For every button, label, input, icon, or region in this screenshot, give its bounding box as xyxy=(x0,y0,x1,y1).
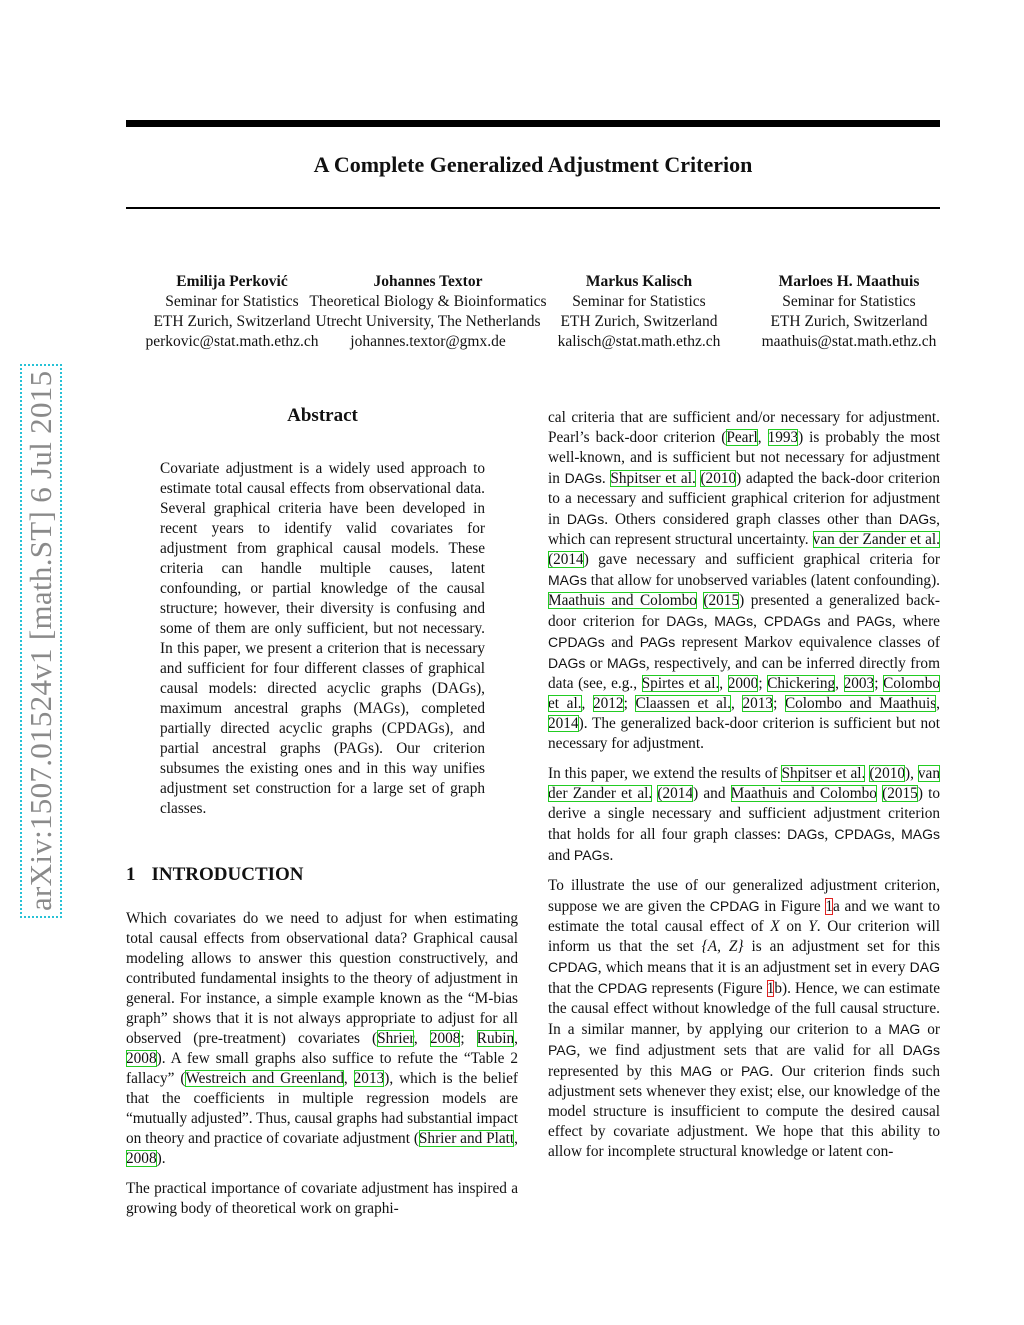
citation-link[interactable]: 2014 xyxy=(548,715,579,732)
author-email: johannes.textor@gmx.de xyxy=(350,333,506,350)
citation-link[interactable]: 2003 xyxy=(843,675,875,692)
figure-ref-link[interactable]: 1 xyxy=(825,898,834,915)
section-title: INTRODUCTION xyxy=(151,864,304,885)
paragraph: cal criteria that are sufficient and/or necessary for adjustment. Pearl’s back-door criterion (Pearl, 1993) is probably the most well-known, and is sufficient but not necessary for adjustment in DAGs. Shpitser et al. (2010) adapted the back-door criterion to a necessary and sufficient graphical criterion for adjustment in DAGs. Others considered graph classes other than DAGs, which can represent structural uncertainty. van der Zander et al. (2014) gave necessary and sufficient graphical criteria for MAGs that allow for unobserved variables (latent confounding). Maathuis and Colombo (2015) presented a generalized back-door criterion for DAGs, MAGs, CPDAGs and PAGs, where CPDAGs and PAGs represent Markov equivalence classes of DAGs or MAGs, respectively, and can be inferred directly from data (see, e.g., Spirtes et al., 2000; Chickering, 2003; Colombo et al., 2012; Claassen et al., 2013; Colombo and Maathuis, 2014). The generalized back-door criterion is sufficient but not necessary for adjustment. xyxy=(548,409,941,752)
author-email: perkovic@stat.math.ethz.ch xyxy=(145,333,319,350)
abstract-text: Covariate adjustment is a widely used approach to estimate total causal effects from observational data. Several graphical criteria have been developed in recent years to identify valid covariates for adjustment from graphical causal models. These criteria can handle multiple causes, latent confounding, or partial knowledge of the causal structure; however, their diversity is confusing and some of them are only sufficient, but not necessary. In this paper, we present a criterion that is necessary and sufficient for four different classes of graphical causal models: directed acyclic graphs (DAGs), maximum ancestral graphs (MAGs), completed partially directed acyclic graphs (CPDAGs), and partial ancestral graphs (PAGs). Our criterion subsumes the existing ones and in this way unifies adjustment set construction for a large set of graph classes. xyxy=(160,460,485,817)
citation-link[interactable]: Shpitser et al. xyxy=(610,470,696,487)
author-dept: Seminar for Statistics xyxy=(165,293,299,310)
author-email: maathuis@stat.math.ethz.ch xyxy=(761,333,937,350)
citation-link[interactable]: Maathuis and Colombo xyxy=(730,785,877,802)
citation-link[interactable]: van der Zander et al. xyxy=(548,765,940,802)
paper-title: A Complete Generalized Adjustment Criterion xyxy=(313,152,753,177)
author-name: Emilija Perković xyxy=(176,273,288,290)
citation-link[interactable]: Maathuis and Colombo xyxy=(548,592,697,609)
author-name: Johannes Textor xyxy=(373,273,483,290)
citation-link[interactable]: van der Zander et al. xyxy=(812,531,940,548)
citation-link[interactable]: Claassen et al. xyxy=(635,695,732,712)
paragraph: To illustrate the use of our generalized adjustment criterion, suppose we are given the CPDAG in Figure 1a and we want to estimate the total causal effect of X on Y. Our criterion will inform us that the set {A, Z} is an adjustment set for this CPDAG, which means that it is an adjustment set in every DAG that the CPDAG represents (Figure 1b). Hence, we can estimate the causal effect without knowledge of the full causal structure. In a similar manner, by applying our criterion to a MAG or PAG, we find adjustment sets that are valid for all DAGs represented by this MAG or PAG. Our criterion finds such adjustment sets whenever they exist; else, our knowledge of the model structure is insufficient to compute the desired causal effect by covariate adjustment. We hope that this ability to allow for incomplete structural knowledge or latent con- xyxy=(548,877,941,1160)
author-email: kalisch@stat.math.ethz.ch xyxy=(557,333,721,350)
paragraph: The practical importance of covariate adjustment has inspired a growing body of theoretical work on graphi- xyxy=(126,1180,518,1217)
abstract-body xyxy=(160,459,485,819)
author-name: Markus Kalisch xyxy=(585,273,693,290)
citation-link[interactable]: (2010 xyxy=(869,765,906,782)
citation-link[interactable]: Shpitser et al. xyxy=(781,765,866,782)
citation-link[interactable]: 2000 xyxy=(727,675,759,692)
citation-link[interactable]: Spirtes et al. xyxy=(641,675,720,692)
citation-link[interactable]: Rubin xyxy=(476,1030,515,1047)
citation-link[interactable]: Westreich and Greenland xyxy=(185,1070,344,1087)
author-block xyxy=(539,272,739,352)
citation-link[interactable]: Chickering xyxy=(767,675,836,692)
citation-link[interactable]: (2010 xyxy=(700,470,737,487)
section-heading xyxy=(126,864,320,886)
author-block xyxy=(754,272,944,352)
author-dept: Seminar for Statistics xyxy=(572,293,706,310)
section-number: 1 xyxy=(126,864,136,885)
citation-link[interactable]: Shrier xyxy=(377,1030,414,1047)
author-name: Marloes H. Maathuis xyxy=(778,273,920,290)
citation-link[interactable]: Colombo and Maathuis xyxy=(784,695,937,712)
left-column xyxy=(126,909,518,1219)
paragraph: Which covariates do we need to adjust for when estimating total causal effects from observational data? Graphical causal modeling allows to answer this question constructively, and contributed fundamental insights to the theory of adjustment in general. For instance, a simple example known as the “M-bias graph” shows that it is not always appropriate to adjust for all observed (pre-treatment) covariates (Shrier, 2008; Rubin, 2008). A few small graphs also suffice to refute the “Table 2 fallacy” (Westreich and Greenland, 2013), which is the belief that the coefficients in multiple regression models are “mutually adjusted”. Thus, causal graphs had substantial impact on theory and practice of covariate adjustment (Shrier and Platt, 2008). xyxy=(126,910,519,1167)
citation-link[interactable]: (2014 xyxy=(548,551,584,568)
author-inst: Utrecht University, The Netherlands xyxy=(315,313,541,330)
title-rule xyxy=(126,207,940,209)
citation-link[interactable]: Pearl xyxy=(726,429,758,446)
top-rule xyxy=(126,120,940,127)
paragraph: In this paper, we extend the results of Shpitser et al. (2010), van der Zander et al. (2014) and Maathuis and Colombo (2015) to derive a single necessary and sufficient adjustment criterion that holds for all four graph classes: DAGs, CPDAGs, MAGs and PAGs. xyxy=(548,765,941,864)
citation-link[interactable]: 2013 xyxy=(742,695,774,712)
author-block xyxy=(298,272,558,352)
author-inst: ETH Zurich, Switzerland xyxy=(153,313,311,330)
citation-link[interactable]: (2014 xyxy=(657,785,694,802)
author-dept: Theoretical Biology & Bioinformatics xyxy=(309,293,547,310)
author-dept: Seminar for Statistics xyxy=(782,293,916,310)
citation-link[interactable]: 2012 xyxy=(592,695,624,712)
figure-ref-link[interactable]: 1 xyxy=(766,980,775,997)
citation-link[interactable]: Shrier and Platt xyxy=(418,1130,515,1147)
author-inst: ETH Zurich, Switzerland xyxy=(560,313,718,330)
abstract-heading: Abstract xyxy=(287,405,358,426)
citation-link[interactable]: 2013 xyxy=(353,1070,385,1087)
citation-link[interactable]: Colombo et al. xyxy=(548,675,941,712)
citation-link[interactable]: 1993 xyxy=(767,429,799,446)
author-inst: ETH Zurich, Switzerland xyxy=(770,313,928,330)
citation-link[interactable]: 2008 xyxy=(126,1050,157,1067)
right-column xyxy=(548,408,940,1162)
citation-link[interactable]: (2015 xyxy=(703,592,740,609)
citation-link[interactable]: 2008 xyxy=(126,1150,157,1167)
citation-link[interactable]: 2008 xyxy=(429,1030,461,1047)
arxiv-identifier[interactable]: arXiv:1507.01524v1 [math.ST] 6 Jul 2015 xyxy=(24,368,58,914)
citation-link[interactable]: (2015 xyxy=(882,785,918,802)
